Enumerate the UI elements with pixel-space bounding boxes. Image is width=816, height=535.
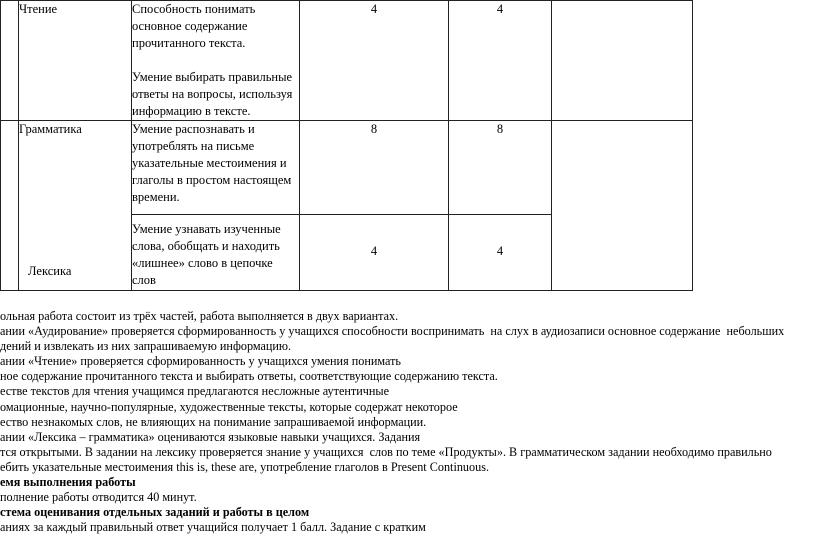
body-line: ебить указательные местоимения this is, these are, употребление глаголов в Present Continuous. [0, 459, 489, 474]
skill-cell [132, 215, 300, 291]
subject-label: Чтение [19, 2, 58, 16]
table-cell-blank [552, 1, 693, 121]
section-heading: емя выполнения работы [0, 475, 136, 490]
table-cell-blank [1, 1, 19, 121]
skill-text: Умение узнавать изученные слова, обобщать и находить «лишнее» слово в цепочке слов [132, 222, 281, 287]
skill-cell [132, 121, 300, 215]
body-line: ольная работа состоит из трёх частей, работа выполняется в двух вариантах. [0, 309, 399, 323]
score-cell: 4 [300, 1, 449, 121]
table-row [1, 1, 693, 121]
body-line: аниях за каждый правильный ответ учащийся получает 1 балл. Задание с кратким [0, 520, 426, 535]
table-cell-blank [1, 121, 19, 291]
body-line: ании «Лексика – грамматика» оцениваются языковые навыки учащихся. Задания [0, 429, 421, 444]
assessment-table [0, 0, 693, 291]
score-cell: 8 [449, 121, 552, 215]
body-line: ное содержание прочитанного текста и выбирать ответы, соответствующие содержанию текста. [0, 369, 498, 384]
subject-cell [19, 121, 132, 291]
skill-text: Умение выбирать правильные ответы на вопросы, используя информацию в тексте. [132, 70, 293, 118]
skill-text: Способность понимать основное содержание прочитанного текста. [132, 2, 256, 50]
subject-label: Грамматика [19, 122, 82, 136]
body-line: естве текстов для чтения учащимся предлагаются несложные аутентичные [0, 384, 390, 399]
score-cell: 4 [300, 215, 449, 291]
body-line: ество незнакомых слов, не влияющих на понимание запрашиваемой информации. [0, 414, 427, 429]
document-body [0, 309, 816, 535]
skill-text: Умение распознавать и употреблять на письме указательные местоимения и глаголы в простом настоящем времени. [132, 122, 292, 204]
body-line: омационные, научно-популярные, художественные тексты, которые содержат некоторое [0, 399, 458, 414]
body-line: тся открытыми. В задании на лексику проверяется знание у учащихся слов по теме «Продукты». В грамматическом задании необходимо правильно [0, 444, 772, 459]
section-heading: стема оценивания отдельных заданий и работы в целом [0, 505, 310, 520]
table-row [1, 121, 693, 215]
skill-cell [132, 1, 300, 121]
table-cell-blank [552, 121, 693, 291]
body-line: ании «Чтение» проверяется сформированность у учащихся умения понимать [0, 354, 401, 369]
body-line: полнение работы отводится 40 минут. [0, 490, 197, 505]
subject-cell [19, 1, 132, 121]
body-line: ании «Аудирование» проверяется сформированность у учащихся способности воспринимать на слух в аудиозаписи основное содержание небольших [0, 324, 785, 339]
body-line: дений и извлекать из них запрашиваемую информацию. [0, 339, 292, 354]
score-cell: 4 [449, 215, 552, 291]
score-cell: 8 [300, 121, 449, 215]
score-cell: 4 [449, 1, 552, 121]
subject-label: Лексика [28, 264, 72, 278]
